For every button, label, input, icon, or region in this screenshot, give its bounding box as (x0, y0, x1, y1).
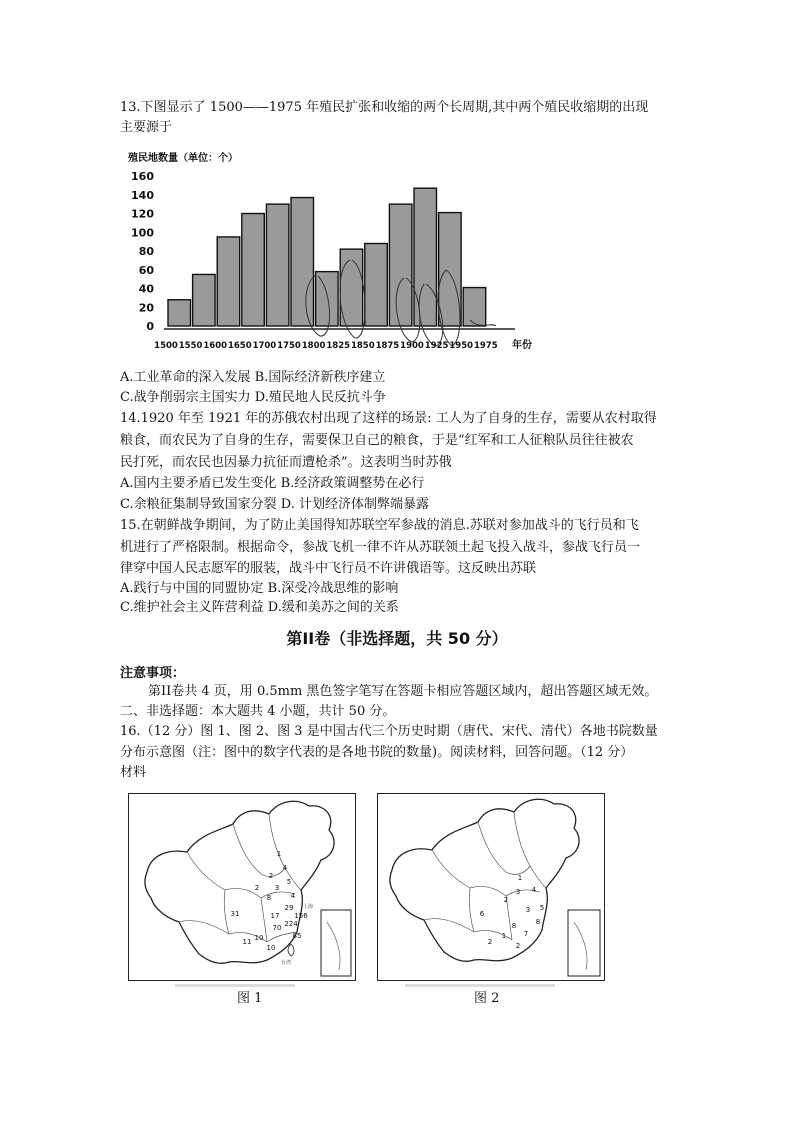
q14-line2: 粮食，而农民为了自身的生存，需要保卫自己的粮食，于是“红军和工人征粮队员往往被农 (120, 433, 634, 448)
q13-options-line1: A.工业革命的深入发展 B.国际经济新秩序建立 (120, 370, 386, 385)
y-tick-labels (131, 170, 154, 333)
x-axis-label: 年份 (512, 340, 532, 351)
scan-smudge-1 (175, 984, 295, 987)
bar-1550-1600 (193, 274, 216, 326)
notice-label: 注意事项： (120, 666, 186, 681)
x-tick-label-1500: 1500 (154, 341, 178, 351)
map1-num-1: 1 (276, 850, 282, 858)
map2-num-4: 3 (515, 888, 521, 896)
q16-line1: 16.（12 分）图 1、图 2、图 3 是中国古代三个历史时期（唐代、宋代、清代）各地书院数量 (120, 724, 658, 739)
bar-1650-1700 (242, 214, 264, 327)
q16-line3: 材料 (120, 765, 147, 780)
bar-1900-1925 (414, 188, 437, 326)
map-figure-2 (377, 793, 605, 981)
y-tick-label-3: 60 (138, 263, 154, 277)
x-tick-label-1875: 1875 (375, 341, 400, 351)
bar-1950-1975 (463, 288, 486, 326)
y-tick-label-6: 120 (131, 207, 154, 221)
bar-1600-1650 (217, 237, 240, 326)
q15-line1: 15.在朝鲜战争期间，为了防止美国得知苏联空军参战的消息.苏联对参加战斗的飞行员和飞 (120, 518, 639, 533)
map1-num-6: 2 (254, 884, 260, 892)
map1-caption: 图 1 (237, 991, 263, 1006)
map2-num-2: 1 (517, 874, 523, 882)
notice-text: 第II卷共 4 页，用 0.5mm 黑色签字笔写在答题卡相应答题区域内，超出答题区域无效。 (148, 684, 658, 699)
x-tick-label-1975: 1975 (473, 341, 498, 351)
map1-num-2: 4 (282, 864, 288, 872)
bar-1825-1850 (340, 249, 363, 326)
bar-1750-1800 (291, 198, 314, 326)
x-tick-label-1850: 1850 (350, 341, 375, 351)
map1-num-12: 17 (270, 912, 280, 920)
q15-line2: 机进行了严格限制。根据命令，参战飞机一律不许从苏联领土起飞投入战斗，参战飞行员一 (120, 540, 641, 555)
y-tick-label-8: 160 (131, 170, 154, 183)
map2-num-8: 8 (535, 918, 541, 926)
map1-num-18: 10 (266, 944, 276, 952)
q13-stem-line2: 主要源于 (120, 120, 173, 135)
y-tick-label-4: 80 (138, 245, 154, 258)
q14-options-line1: A.国内主要矛盾已发生变化 B.经济政策调整势在必行 (120, 476, 425, 491)
x-tick-label-1550: 1550 (178, 341, 203, 351)
q14-line1: 14.1920 年至 1921 年的苏俄农村出现了这样的场景: 工人为了自身的生存，需要从农村取得 (120, 411, 657, 426)
map2-num-5: 2 (503, 896, 509, 904)
y-tick-label-2: 40 (138, 282, 154, 296)
x-tick-label-1650: 1650 (227, 341, 252, 351)
map1-num-9: 31 (230, 910, 240, 918)
x-tick-label-1925: 1925 (424, 341, 449, 351)
map1-num-13: 70 (272, 924, 282, 932)
map1-num-17: 11 (242, 938, 252, 946)
map2-num-6: 5 (539, 904, 545, 912)
china-map-1 (129, 794, 355, 980)
q13-options-line2: C.战争削弱宗主国实力 D.殖民地人民反抗斗争 (120, 390, 386, 405)
y-tick-label-7: 140 (131, 188, 154, 202)
q15-options-line2: C.维护社会主义阵营利益 D.缓和美苏之间的关系 (120, 600, 399, 615)
map2-num-12: 2 (487, 938, 493, 946)
colony-bar-chart (120, 150, 540, 355)
q15-line3: 律穿中国人民志愿军的服装，战斗中飞行员不许讲俄语等。这反映出苏联 (120, 561, 537, 576)
map2-caption: 图 2 (474, 991, 500, 1006)
x-tick-label-1700: 1700 (252, 341, 277, 351)
map1-num-15: 85 (292, 932, 302, 940)
china-map-2 (378, 794, 604, 980)
x-tick-label-1800: 1800 (301, 341, 326, 351)
chart-title: 殖民地数量（单位：个） (128, 153, 238, 164)
y-tick-label-1: 20 (138, 301, 154, 315)
map2-num-9: 8 (511, 922, 517, 930)
q13-stem-line1: 13.下图显示了 1500——1975 年殖民扩张和收缩的两个长周期,其中两个殖民收缩期的出现 (120, 100, 649, 115)
map1-num-7: 4 (290, 892, 296, 900)
map1-num-5: 3 (274, 884, 280, 892)
map-figure-1 (128, 793, 356, 981)
map1-num-10: 29 (284, 904, 294, 912)
x-tick-label-1900: 1900 (400, 341, 424, 351)
x-tick-label-1750: 1750 (277, 341, 301, 351)
map1-num-8: 8 (266, 894, 272, 902)
map2-num-3: 4 (531, 886, 537, 894)
map2-num-10: 1 (501, 932, 507, 940)
bar-1500-1550 (168, 300, 191, 326)
bar-1700-1750 (266, 204, 289, 326)
x-tick-labels (154, 341, 498, 351)
map1-num-11: 156 (294, 912, 308, 920)
y-tick-label-5: 100 (131, 226, 154, 240)
map2-num-11: 7 (523, 930, 529, 938)
map1-label-taiwan: 台湾 (281, 960, 292, 966)
bar-1850-1875 (365, 244, 388, 327)
q15-options-line1: A.践行与中国的同盟协定 B.深受冷战思维的影响 (120, 581, 399, 596)
bar-1875-1900 (389, 204, 412, 326)
map1-num-16: 10 (254, 934, 264, 942)
map2-num-7: 3 (525, 906, 531, 914)
map1-num-3: 2 (268, 872, 274, 880)
part-heading: 二、非选择题：本大题共 4 小题，共计 50 分。 (120, 704, 396, 719)
q14-options-line2: C.余粮征集制导致国家分裂 D. 计划经济体制弊端暴露 (120, 497, 429, 512)
x-tick-label-1950: 1950 (449, 341, 474, 351)
q14-line3: 民打死，而农民也因暴力抗征而遭枪杀”。这表明当时苏俄 (120, 455, 452, 470)
q16-line2: 分布示意图（注：图中的数字代表的是各地书院的数量)。阅读材料，回答问题。（12 分） (120, 745, 634, 760)
section-2-title: 第II卷（非选择题，共 50 分） (286, 629, 508, 648)
y-tick-label-0: 0 (146, 320, 154, 333)
map1-label-shanghai: 上海 (303, 904, 314, 910)
map1-num-4: 5 (286, 878, 292, 886)
x-tick-label-1600: 1600 (203, 341, 228, 351)
bar-1925-1950 (439, 213, 462, 326)
bar-1800-1825 (316, 272, 339, 326)
map1-num-14: 224 (284, 920, 298, 928)
map2-num-1: 6 (479, 910, 485, 918)
map2-num-13: 2 (515, 942, 521, 950)
x-tick-label-1825: 1825 (326, 341, 351, 351)
